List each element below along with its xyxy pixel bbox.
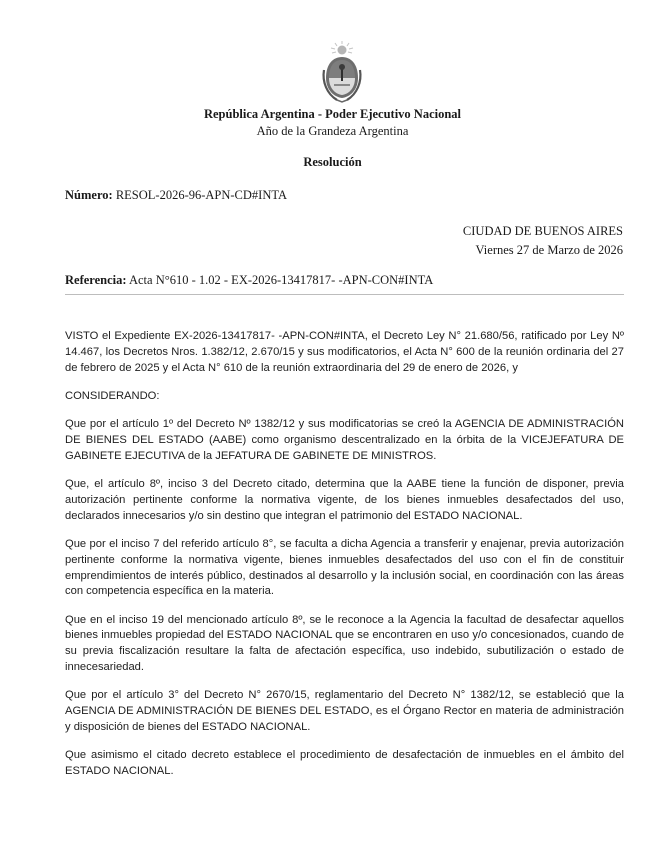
resolution-number-label: Número:	[65, 188, 113, 202]
year-motto: Año de la Grandeza Argentina	[256, 124, 409, 138]
header-divider	[65, 294, 624, 295]
body-paragraph: Que, el artículo 8º, inciso 3 del Decreto citado, determina que la AABE tiene la función de disponer, previa autorización pertinente conforme la normativa vigente, de los bienes inmuebles desafectados del uso, declarados innecesarios y/o sin destino que integran el patrimonio del ESTADO NACIONAL.	[65, 478, 624, 522]
coat-of-arms-seal-icon	[321, 40, 363, 104]
resolution-number-value: RESOL-2026-96-APN-CD#INTA	[115, 188, 288, 202]
body-paragraph: Que asimismo el citado decreto establece el procedimiento de desafectación de inmuebles en el ámbito del ESTADO NACIONAL.	[65, 749, 624, 778]
body-paragraph: Que por el artículo 1º del Decreto Nº 1382/12 y sus modificatorias se creó la AGENCIA DE ADMINISTRACIÓN DE BIENES DEL ESTADO (AABE) como organismo descentralizado en la órbita de la VICEJEFATURA DE GABINETE EJECUTIVA de la JEFATURA DE GABINETE DE MINISTROS.	[65, 418, 624, 462]
issue-date: Viernes 27 de Marzo de 2026	[475, 243, 623, 257]
reference-value: Acta N°610 - 1.02 - EX-2026-13417817- -APN-CON#INTA	[128, 273, 434, 287]
government-header-title: República Argentina - Poder Ejecutivo Nacional	[203, 107, 462, 121]
document-type-title: Resolución	[303, 155, 362, 169]
place-and-date	[463, 222, 623, 260]
reference-label: Referencia:	[65, 273, 127, 287]
document-body	[65, 329, 624, 792]
body-paragraph: Que por el inciso 7 del referido artículo 8°, se faculta a dicha Agencia a transferir y enajenar, previa autorización pertinente conforme la normativa vigente, bienes inmuebles desafectados del uso con el fin de constituir emprendimientos de interés público, destinados al desarrollo y la inclusión social, en coordinación con las áreas con competencia específica en la materia.	[65, 537, 624, 598]
visto-paragraph: VISTO el Expediente EX-2026-13417817- -APN-CON#INTA, el Decreto Ley N° 21.680/56, ratificado por Ley Nº 14.467, los Decretos Nros. 1.382/12, 2.670/15 y sus modificatorios, el Acta N° 600 de la reunión ordinaria del 27 de febrero de 2025 y el Acta N° 610 de la reunión extraordinaria del 29 de enero de 2026, y	[65, 330, 624, 374]
reference-line	[65, 273, 433, 288]
city: CIUDAD DE BUENOS AIRES	[462, 224, 623, 238]
considerando-heading: CONSIDERANDO:	[65, 389, 160, 402]
body-paragraph: Que en el inciso 19 del mencionado artículo 8º, se le reconoce a la Agencia la facultad de desafectar aquellos bienes inmuebles propiedad del ESTADO NACIONAL que se encontraren en uso y/o concesionados, cuando de su previa fiscalización resultare la falta de afectación específica, uso indebido, subutilización o estado de innecesariedad.	[65, 613, 624, 674]
resolution-number	[65, 188, 287, 203]
body-paragraph: Que por el artículo 3° del Decreto N° 2670/15, reglamentario del Decreto N° 1382/12, se estableció que la AGENCIA DE ADMINISTRACIÓN DE BIENES DEL ESTADO, es el Órgano Rector en materia de administración y disposición de bienes del ESTADO NACIONAL.	[65, 689, 624, 733]
